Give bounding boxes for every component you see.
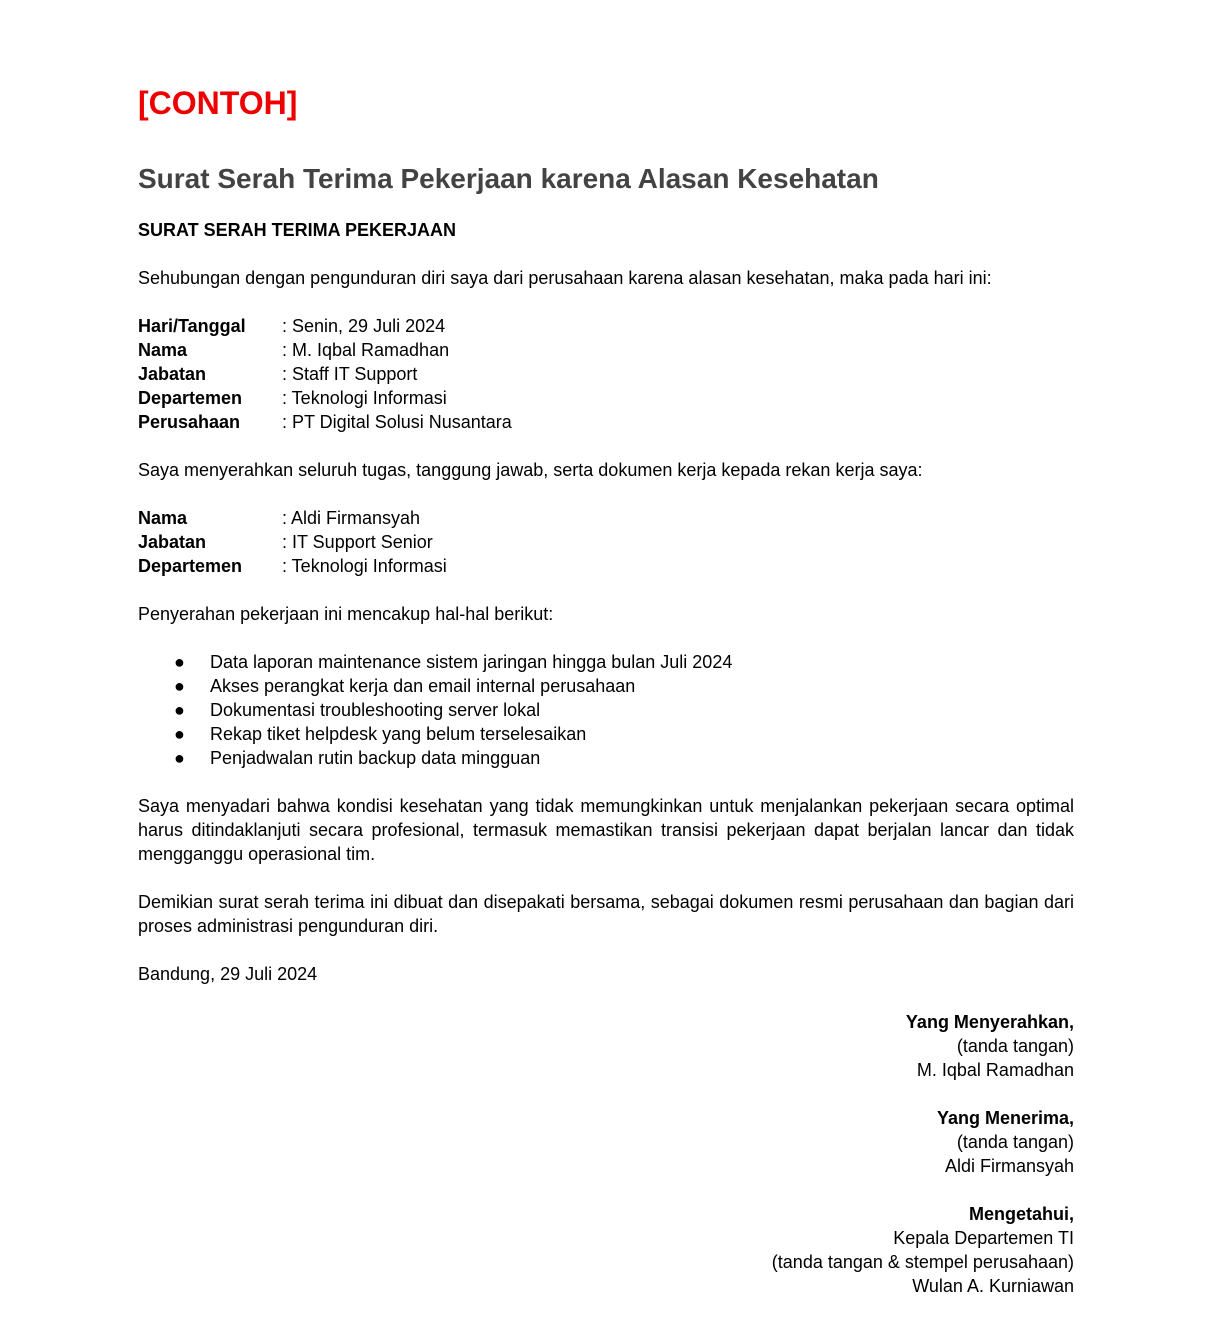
document-title: Surat Serah Terima Pekerjaan karena Alasan Kesehatan (138, 163, 879, 194)
sample-label: [CONTOH] (138, 85, 298, 121)
list-item-text: Penjadwalan rutin backup data mingguan (210, 748, 541, 768)
bullet-icon: ● (174, 724, 185, 744)
bullet-icon: ● (174, 700, 185, 720)
field-label: Jabatan (138, 532, 207, 552)
signature-position: Kepala Departemen TI (893, 1228, 1074, 1248)
field-value: : Aldi Firmansyah (282, 508, 421, 528)
signature-name: Wulan A. Kurniawan (912, 1276, 1074, 1296)
field-row (138, 554, 1074, 578)
bullet-icon: ● (174, 676, 185, 696)
signature-section (138, 1010, 1074, 1298)
field-label: Nama (138, 508, 188, 528)
statement-paragraph: Saya menyadari bahwa kondisi kesehatan yang tidak memungkinkan untuk menjalankan pekerjaan secara optimal harus ditindaklanjuti secara profesional, termasuk memastikan transisi pekerjaan dapat berjalan lancar dan tidak mengganggu operasional tim. (138, 796, 1074, 864)
document-body (138, 84, 1074, 1298)
field-value: : IT Support Senior (282, 532, 433, 552)
bullet-icon: ● (174, 748, 185, 768)
signature-placeholder: (tanda tangan) (956, 1132, 1074, 1152)
field-label: Nama (138, 340, 188, 360)
signature-receiver (138, 1106, 1074, 1178)
list-item-text: Rekap tiket helpdesk yang belum terselesaikan (210, 724, 587, 744)
field-row (138, 530, 1074, 554)
signature-acknowledger (138, 1202, 1074, 1298)
place-date: Bandung, 29 Juli 2024 (138, 964, 318, 984)
field-row (138, 506, 1074, 530)
bullet-icon: ● (174, 652, 185, 672)
signature-title: Yang Menerima, (936, 1108, 1074, 1128)
letter-heading: SURAT SERAH TERIMA PEKERJAAN (138, 220, 457, 240)
field-label: Jabatan (138, 364, 207, 384)
list-item (138, 746, 1074, 770)
field-row (138, 314, 1074, 338)
field-value: : PT Digital Solusi Nusantara (282, 412, 512, 432)
list-item-text: Data laporan maintenance sistem jaringan hingga bulan Juli 2024 (210, 652, 733, 672)
signature-placeholder: (tanda tangan & stempel perusahaan) (771, 1252, 1074, 1272)
recipient-fields (138, 506, 1074, 578)
scope-paragraph: Penyerahan pekerjaan ini mencakup hal-hal berikut: (138, 604, 554, 624)
signature-title: Yang Menyerahkan, (905, 1012, 1074, 1032)
field-label: Departemen (138, 388, 243, 408)
signature-name: Aldi Firmansyah (944, 1156, 1074, 1176)
signature-placeholder: (tanda tangan) (956, 1036, 1074, 1056)
handover-items-list (138, 650, 1074, 770)
field-value: : Staff IT Support (282, 364, 418, 384)
field-row (138, 410, 1074, 434)
field-value: : M. Iqbal Ramadhan (282, 340, 450, 360)
field-value: : Senin, 29 Juli 2024 (282, 316, 446, 336)
signature-name: M. Iqbal Ramadhan (916, 1060, 1074, 1080)
intro-paragraph: Sehubungan dengan pengunduran diri saya dari perusahaan karena alasan kesehatan, maka pada hari ini: (138, 268, 992, 288)
field-label: Perusahaan (138, 412, 241, 432)
list-item (138, 722, 1074, 746)
signature-giver (138, 1010, 1074, 1082)
list-item (138, 650, 1074, 674)
field-label: Hari/Tanggal (138, 316, 246, 336)
handover-paragraph: Saya menyerahkan seluruh tugas, tanggung jawab, serta dokumen kerja kepada rekan kerja saya: (138, 460, 923, 480)
list-item-text: Dokumentasi troubleshooting server lokal (210, 700, 541, 720)
field-row (138, 338, 1074, 362)
signature-title: Mengetahui, (968, 1204, 1074, 1224)
field-label: Departemen (138, 556, 243, 576)
field-value: : Teknologi Informasi (282, 556, 447, 576)
employee-fields (138, 314, 1074, 434)
field-value: : Teknologi Informasi (282, 388, 447, 408)
list-item (138, 674, 1074, 698)
field-row (138, 386, 1074, 410)
field-row (138, 362, 1074, 386)
list-item (138, 698, 1074, 722)
list-item-text: Akses perangkat kerja dan email internal perusahaan (210, 676, 636, 696)
closing-paragraph: Demikian surat serah terima ini dibuat dan disepakati bersama, sebagai dokumen resmi perusahaan dan bagian dari proses administrasi pengunduran diri. (138, 892, 1074, 936)
